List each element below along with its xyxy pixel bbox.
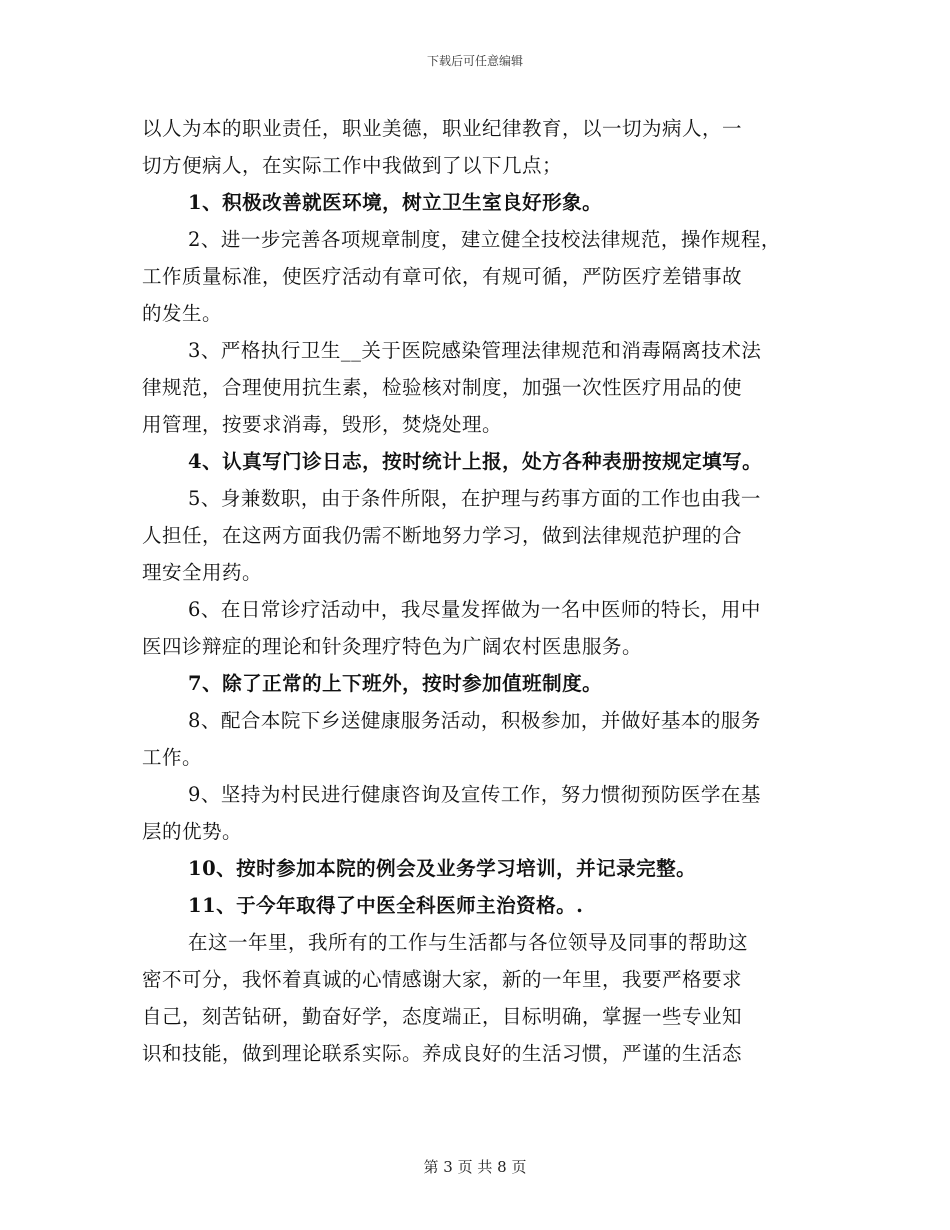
paragraph-line: 层的优势。 — [142, 820, 243, 843]
paragraph-line: 工作。 — [142, 746, 203, 769]
item-heading-11: 11、于今年取得了中医全科医师主治资格。. — [188, 894, 584, 917]
paragraph-line: 人担任，在这两方面我仍需不断地努力学习，做到法律规范护理的合 — [142, 524, 743, 547]
paragraph-line: 6、在日常诊疗活动中，我尽量发挥做为一名中医师的特长，用中 — [188, 598, 761, 621]
item-heading-4: 4、认真写门诊日志，按时统计上报，处方各种表册按规定填写。 — [188, 450, 763, 473]
paragraph-line: 律规范，合理使用抗生素，检验核对制度，加强一次性医疗用品的使 — [142, 376, 743, 399]
paragraph-line: 理安全用药。 — [142, 561, 263, 584]
paragraph-line: 识和技能，做到理论联系实际。养成良好的生活习惯，严谨的生活态 — [142, 1042, 743, 1065]
paragraph-line: 8、配合本院下乡送健康服务活动，积极参加，并做好基本的服务 — [188, 709, 761, 732]
paragraph-line: 用管理，按要求消毒，毁形，焚烧处理。 — [142, 413, 503, 436]
paragraph-line: 密不可分，我怀着真诚的心情感谢大家，新的一年里，我要严格要求 — [142, 968, 743, 991]
paragraph-line: 工作质量标准，使医疗活动有章可依，有规可循，严防医疗差错事故 — [142, 265, 743, 288]
item-heading-7: 7、除了正常的上下班外，按时参加值班制度。 — [188, 672, 603, 695]
paragraph-line: 3、严格执行卫生__关于医院感染管理法律规范和消毒隔离技术法 — [188, 339, 762, 362]
item-heading-1: 1、积极改善就医环境，树立卫生室良好形象。 — [188, 191, 603, 214]
item-heading-10: 10、按时参加本院的例会及业务学习培训，并记录完整。 — [188, 857, 697, 880]
paragraph-line: 9、坚持为村民进行健康咨询及宣传工作，努力惯彻预防医学在基 — [188, 783, 761, 806]
paragraph-line: 的发生。 — [142, 302, 223, 325]
paragraph-line: 医四诊辩症的理论和针灸理疗特色为广阔农村医患服务。 — [142, 635, 643, 658]
page-number: 第 3 页 共 8 页 — [423, 1158, 527, 1176]
paragraph-line: 在这一年里，我所有的工作与生活都与各位领导及同事的帮助这 — [188, 931, 749, 954]
paragraph-line: 以人为本的职业责任，职业美德，职业纪律教育，以一切为病人，一 — [142, 117, 743, 140]
paragraph-line: 切方便病人，在实际工作中我做到了以下几点； — [142, 154, 563, 177]
page-header: 下载后可任意编辑 — [426, 54, 523, 68]
paragraph-line: 自己，刻苦钻研，勤奋好学，态度端正，目标明确，掌握一些专业知 — [142, 1005, 743, 1028]
paragraph-line: 5、身兼数职，由于条件所限，在护理与药事方面的工作也由我一 — [188, 487, 761, 510]
paragraph-line: 2、进一步完善各项规章制度，建立健全技校法律规范，操作规程， — [188, 228, 781, 251]
